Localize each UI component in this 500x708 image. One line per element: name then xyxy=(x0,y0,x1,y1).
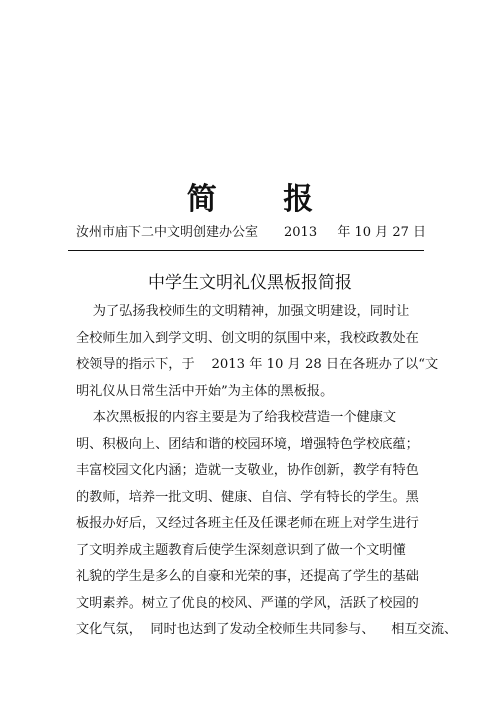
body-line: 文明素养。树立了优良的校风、严谨的学风，活跃了校园的 xyxy=(76,595,419,611)
issuing-office: 汝州市庙下二中文明创建办公室 xyxy=(76,225,259,240)
body-line: 为了弘扬我校师生的文明精神，加强文明建设，同时让 xyxy=(76,304,410,319)
bulletin-meta xyxy=(76,224,426,242)
issue-date: 年 10 月 27 日 xyxy=(337,225,426,240)
body-line: 校领导的指示下，于 2013 年 10 月 28 日在各班办了以“文 xyxy=(76,357,439,372)
body-line: 了文明养成主题教育后使学生深刻意识到了做一个文明懂 xyxy=(76,542,406,558)
bulletin-title: 简 报 xyxy=(186,182,342,217)
body-line: 文化气氛， 同时也达到了发动全校师生共同参与、 相互交流、 xyxy=(76,622,458,637)
article-title: 中学生文明礼仪黑板报简报 xyxy=(148,273,352,293)
body-line: 明、积极向上、团结和谐的校园环境，增强特色学校底蕴； xyxy=(76,436,419,452)
header-divider xyxy=(68,250,424,251)
body-line: 明礼仪从日常生活中开始”为主体的黑板报。 xyxy=(76,383,334,399)
body-line: 全校师生加入到学文明、创文明的氛围中来，我校政教处在 xyxy=(76,330,419,346)
body-line: 本次黑板报的内容主要是为了给我校营造一个健康文 xyxy=(76,410,397,425)
issue-year: 2013 xyxy=(284,225,318,240)
body-line: 的教师，培养一批文明、健康、自信、学有特长的学生。黑 xyxy=(76,489,419,505)
body-line: 丰富校园文化内涵；造就一支敬业，协作创新，教学有特色 xyxy=(76,463,419,478)
article-body xyxy=(76,299,458,644)
body-line: 板报办好后，又经过各班主任及任课老师在班上对学生进行 xyxy=(76,516,419,531)
body-line: 礼貌的学生是多么的自豪和光荣的事，还提高了学生的基础 xyxy=(76,569,419,584)
